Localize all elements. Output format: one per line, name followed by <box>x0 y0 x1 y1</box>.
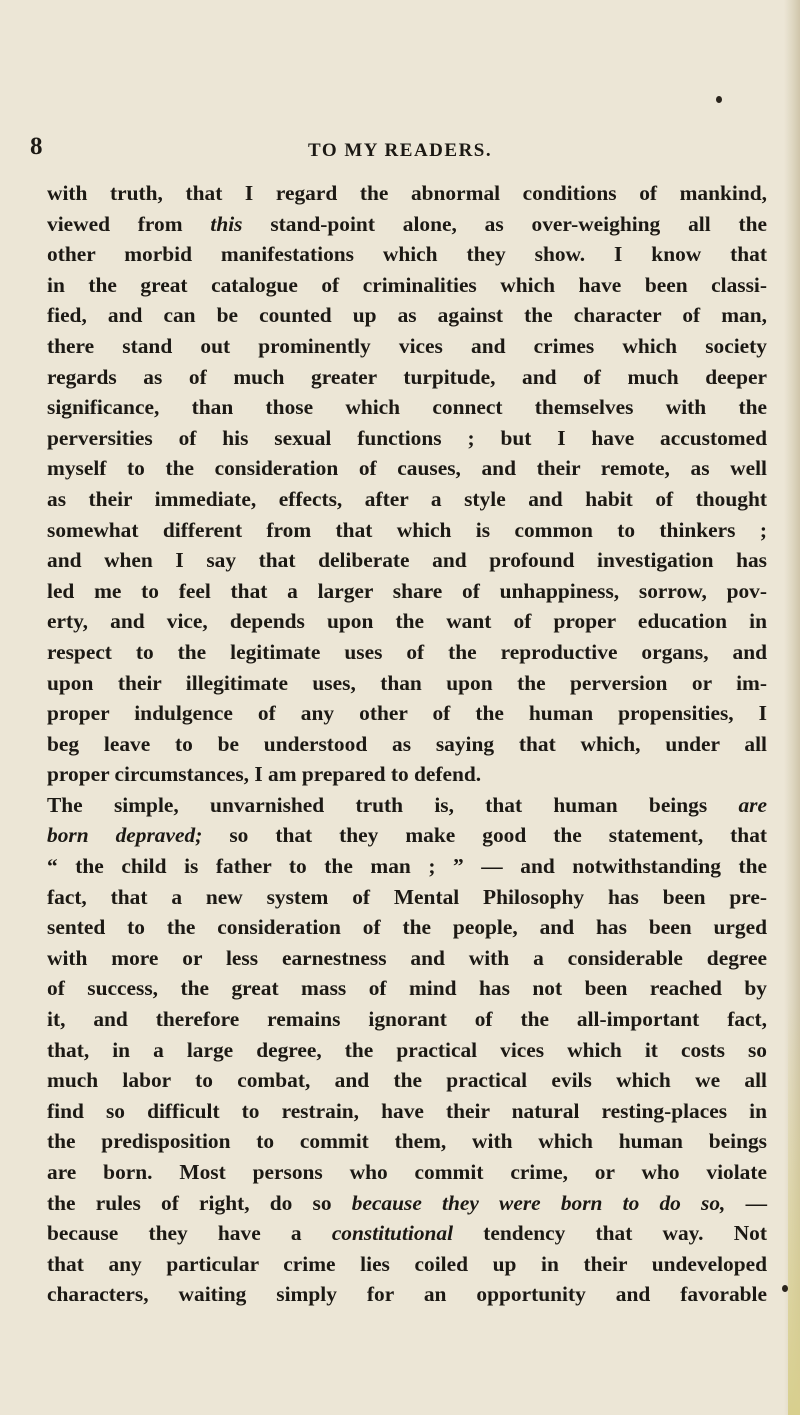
text-line: somewhat different from that which is common to thinkers ; <box>47 517 767 542</box>
text-line: as their immediate, effects, after a style and habit of thought <box>47 486 767 511</box>
text-line: regards as of much greater turpitude, and of much deeper <box>47 364 767 389</box>
ink-speck <box>716 96 722 103</box>
text-line: erty, and vice, depends upon the want of proper education in <box>47 609 767 634</box>
text-line: fied, and can be counted up as against the character of man, <box>47 303 767 328</box>
text-line: it, and therefore remains ignorant of the all-important fact, <box>47 1007 767 1032</box>
text-line: find so difficult to restrain, have their natural resting-places in <box>47 1098 767 1123</box>
text-line: fact, that a new system of Mental Philosophy has been pre- <box>47 884 767 909</box>
text-line: led me to feel that a larger share of unhappiness, sorrow, pov- <box>47 578 767 603</box>
text-line: much labor to combat, and the practical evils which we all <box>47 1068 767 1093</box>
text-line: in the great catalogue of criminalities which have been classi- <box>47 272 767 297</box>
text-line: of success, the great mass of mind has not been reached by <box>47 976 767 1001</box>
text-line: respect to the legitimate uses of the reproductive organs, and <box>47 639 767 664</box>
text-line: proper circumstances, I am prepared to defend. <box>47 762 482 787</box>
text-line: with more or less earnestness and with a considerable degree <box>47 945 767 970</box>
text-line: the rules of right, do so because they were born to do so, — <box>47 1190 767 1215</box>
text-line: significance, than those which connect themselves with the <box>47 395 767 420</box>
running-head: TO MY READERS. <box>308 140 493 161</box>
text-line: because they have a constitutional tendency that way. Not <box>47 1221 767 1246</box>
text-line: The simple, unvarnished truth is, that human beings are <box>47 792 767 817</box>
text-line: are born. Most persons who commit crime, or who violate <box>47 1160 767 1184</box>
text-line: perversities of his sexual functions ; but I have accustomed <box>47 425 767 450</box>
text-line: born depraved; so that they make good the statement, that <box>47 823 768 848</box>
text-line: beg leave to be understood as saying that which, under all <box>47 731 767 756</box>
ink-speck <box>782 1285 788 1292</box>
text-line: characters, waiting simply for an opportunity and favorable <box>47 1282 767 1307</box>
text-line: and when I say that deliberate and profound investigation has <box>47 548 767 573</box>
text-line: sented to the consideration of the people, and has been urged <box>47 915 767 940</box>
text-line: myself to the consideration of causes, and their remote, as well <box>47 456 767 481</box>
text-line: that any particular crime lies coiled up in their undeveloped <box>47 1251 767 1276</box>
text-line: the predisposition to commit them, with which human beings <box>47 1129 767 1154</box>
text-line: “ the child is father to the man ; ” — and notwithstanding the <box>47 854 767 879</box>
page-edge-stain <box>788 995 800 1415</box>
text-line: that, in a large degree, the practical vices which it costs so <box>47 1037 767 1062</box>
text-line: other morbid manifestations which they show. I know that <box>47 242 767 267</box>
text-line: upon their illegitimate uses, than upon the perversion or im- <box>47 670 767 695</box>
text-line: with truth, that I regard the abnormal conditions of mankind, <box>47 181 767 205</box>
body-text <box>47 178 767 1310</box>
text-line: proper indulgence of any other of the human propensities, I <box>47 701 767 726</box>
text-line: viewed from this stand-point alone, as over-weighing all the <box>47 211 768 236</box>
page-number: 8 <box>30 133 43 160</box>
text-line: there stand out prominently vices and crimes which society <box>47 333 767 358</box>
